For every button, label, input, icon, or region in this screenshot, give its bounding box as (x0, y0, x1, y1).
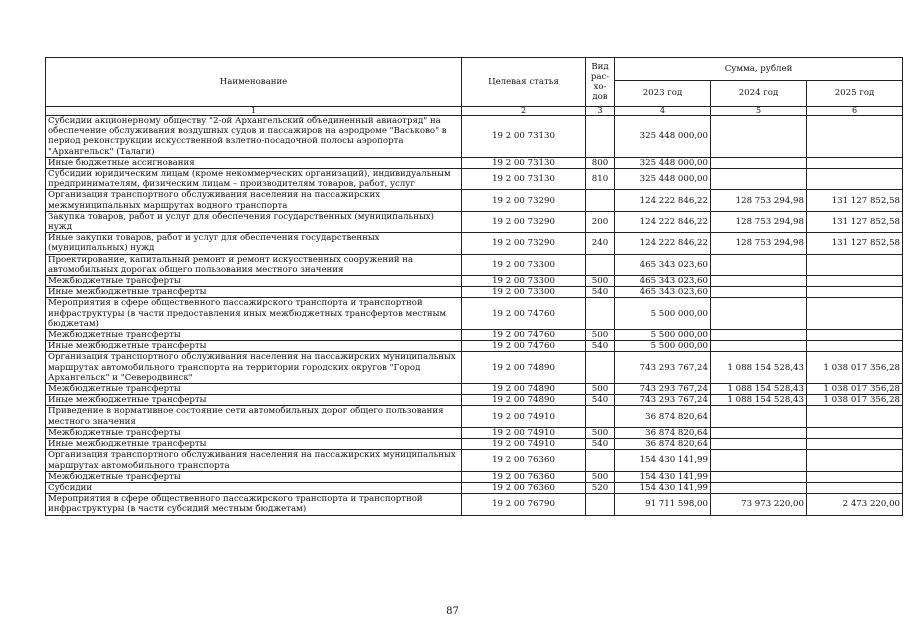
row-target-code: 19 2 00 74760 (462, 330, 586, 341)
table-row (46, 494, 903, 515)
row-sum-2025 (807, 157, 903, 168)
row-target-code: 19 2 00 73290 (462, 233, 586, 254)
row-sum-2025 (807, 427, 903, 438)
table-row (46, 190, 903, 211)
row-sum-2024: 1 088 154 528,43 (711, 395, 807, 406)
row-name: Иные межбюджетные трансферты (46, 287, 462, 298)
row-target-code: 19 2 00 76790 (462, 494, 586, 515)
row-expense-type: 200 (586, 211, 615, 232)
row-sum-2023: 91 711 598,00 (615, 494, 711, 515)
table-row (46, 384, 903, 395)
table-row (46, 352, 903, 384)
row-target-code: 19 2 00 73290 (462, 190, 586, 211)
row-sum-2023: 743 293 767,24 (615, 395, 711, 406)
row-sum-2025 (807, 471, 903, 482)
table-row (46, 276, 903, 287)
row-name: Межбюджетные трансферты (46, 471, 462, 482)
table-row (46, 330, 903, 341)
row-name: Организация транспортного обслуживания населения на пассажирских муниципальных маршрутах автомобильного транспорта на территории городских округов "Город Архангельск" и "Северодвинск" (46, 352, 462, 384)
row-sum-2023: 743 293 767,24 (615, 352, 711, 384)
row-sum-2024 (711, 169, 807, 190)
row-sum-2023: 5 500 000,00 (615, 341, 711, 352)
header-2024: 2024 год (711, 81, 807, 107)
row-target-code: 19 2 00 74760 (462, 341, 586, 352)
column-index: 6 (807, 107, 903, 116)
row-sum-2025: 1 038 017 356,28 (807, 395, 903, 406)
row-sum-2024 (711, 406, 807, 427)
row-expense-type: 540 (586, 341, 615, 352)
row-expense-type (586, 254, 615, 275)
row-target-code: 19 2 00 76360 (462, 471, 586, 482)
row-sum-2025: 131 127 852,58 (807, 190, 903, 211)
row-target-code: 19 2 00 76360 (462, 450, 586, 471)
row-expense-type: 500 (586, 330, 615, 341)
row-sum-2024: 1 088 154 528,43 (711, 352, 807, 384)
column-index: 4 (615, 107, 711, 116)
row-target-code: 19 2 00 74890 (462, 384, 586, 395)
row-sum-2025 (807, 254, 903, 275)
row-sum-2024: 128 753 294,98 (711, 211, 807, 232)
row-sum-2025 (807, 169, 903, 190)
header-sum: Сумма, рублей (615, 58, 903, 81)
row-sum-2023: 154 430 141,99 (615, 471, 711, 482)
row-sum-2023: 36 874 820,64 (615, 406, 711, 427)
row-sum-2023: 325 448 000,00 (615, 157, 711, 168)
table-row (46, 427, 903, 438)
row-sum-2023: 36 874 820,64 (615, 439, 711, 450)
row-expense-type: 500 (586, 427, 615, 438)
table-row (46, 395, 903, 406)
row-expense-type (586, 406, 615, 427)
row-sum-2024 (711, 439, 807, 450)
row-sum-2024: 128 753 294,98 (711, 190, 807, 211)
header-name: Наименование (46, 58, 462, 107)
row-sum-2024: 128 753 294,98 (711, 233, 807, 254)
row-target-code: 19 2 00 73130 (462, 169, 586, 190)
row-sum-2023: 743 293 767,24 (615, 384, 711, 395)
row-expense-type (586, 190, 615, 211)
row-sum-2025 (807, 482, 903, 493)
row-sum-2023: 465 343 023,60 (615, 287, 711, 298)
row-sum-2025 (807, 116, 903, 158)
row-name: Мероприятия в сфере общественного пассажирского транспорта и транспортной инфраструктуры (в части субсидий местным бюджетам) (46, 494, 462, 515)
table-body (46, 116, 903, 516)
row-name: Межбюджетные трансферты (46, 384, 462, 395)
row-target-code: 19 2 00 73130 (462, 116, 586, 158)
row-sum-2023: 36 874 820,64 (615, 427, 711, 438)
column-index: 2 (462, 107, 586, 116)
row-sum-2025: 1 038 017 356,28 (807, 352, 903, 384)
row-target-code: 19 2 00 73300 (462, 276, 586, 287)
table-row (46, 298, 903, 330)
row-expense-type: 540 (586, 439, 615, 450)
document-page (45, 57, 901, 516)
row-sum-2023: 465 343 023,60 (615, 254, 711, 275)
row-sum-2025 (807, 406, 903, 427)
row-sum-2024 (711, 157, 807, 168)
row-target-code: 19 2 00 74760 (462, 298, 586, 330)
row-expense-type: 540 (586, 395, 615, 406)
column-index: 3 (586, 107, 615, 116)
row-target-code: 19 2 00 74910 (462, 406, 586, 427)
row-expense-type: 500 (586, 276, 615, 287)
table-row (46, 439, 903, 450)
row-sum-2025 (807, 450, 903, 471)
table-row (46, 482, 903, 493)
header-2023: 2023 год (615, 81, 711, 107)
row-expense-type: 500 (586, 471, 615, 482)
row-sum-2023: 5 500 000,00 (615, 298, 711, 330)
row-sum-2025: 131 127 852,58 (807, 211, 903, 232)
row-expense-type (586, 298, 615, 330)
table-row (46, 254, 903, 275)
row-name: Межбюджетные трансферты (46, 427, 462, 438)
row-name: Субсидии (46, 482, 462, 493)
row-sum-2023: 124 222 846,22 (615, 190, 711, 211)
row-sum-2024 (711, 427, 807, 438)
row-sum-2024 (711, 330, 807, 341)
row-sum-2025: 2 473 220,00 (807, 494, 903, 515)
header-expense-type: Вид рас- хо- дов (586, 58, 615, 107)
table-row (46, 233, 903, 254)
row-name: Субсидии акционерному обществу "2-ой Архангельский объединенный авиаотряд" на обеспечение обслуживания воздушных судов и пассажиров на аэродроме "Васьково" в период реконструкции искусственной взлетно-посадочной полосы аэропорта "Архангельск" (Талаги) (46, 116, 462, 158)
budget-table (45, 57, 903, 516)
row-sum-2023: 154 430 141,99 (615, 482, 711, 493)
table-row (46, 157, 903, 168)
row-sum-2023: 325 448 000,00 (615, 116, 711, 158)
row-name: Мероприятия в сфере общественного пассажирского транспорта и транспортной инфраструктуры (в части предоставления иных межбюджетных трансфертов местным бюджетам) (46, 298, 462, 330)
row-expense-type: 520 (586, 482, 615, 493)
row-expense-type (586, 352, 615, 384)
row-sum-2024 (711, 471, 807, 482)
row-expense-type (586, 116, 615, 158)
row-expense-type: 240 (586, 233, 615, 254)
row-expense-type: 500 (586, 384, 615, 395)
row-name: Иные межбюджетные трансферты (46, 439, 462, 450)
row-sum-2023: 124 222 846,22 (615, 233, 711, 254)
row-sum-2024 (711, 341, 807, 352)
row-expense-type (586, 450, 615, 471)
header-target: Целевая статья (462, 58, 586, 107)
column-index: 5 (711, 107, 807, 116)
row-sum-2024 (711, 116, 807, 158)
table-row (46, 450, 903, 471)
row-name: Межбюджетные трансферты (46, 276, 462, 287)
row-sum-2024 (711, 298, 807, 330)
row-expense-type: 540 (586, 287, 615, 298)
row-sum-2023: 325 448 000,00 (615, 169, 711, 190)
row-sum-2025: 1 038 017 356,28 (807, 384, 903, 395)
row-sum-2024 (711, 276, 807, 287)
row-sum-2023: 5 500 000,00 (615, 330, 711, 341)
table-row (46, 341, 903, 352)
row-sum-2024: 1 088 154 528,43 (711, 384, 807, 395)
row-name: Приведение в нормативное состояние сети автомобильных дорог общего пользования местного значения (46, 406, 462, 427)
row-sum-2025 (807, 439, 903, 450)
row-sum-2025 (807, 298, 903, 330)
row-target-code: 19 2 00 73300 (462, 254, 586, 275)
row-expense-type: 810 (586, 169, 615, 190)
row-sum-2025 (807, 341, 903, 352)
header-2025: 2025 год (807, 81, 903, 107)
row-sum-2025 (807, 276, 903, 287)
row-target-code: 19 2 00 74890 (462, 395, 586, 406)
row-target-code: 19 2 00 76360 (462, 482, 586, 493)
column-index-row (46, 107, 903, 116)
row-target-code: 19 2 00 73290 (462, 211, 586, 232)
row-sum-2025 (807, 330, 903, 341)
row-sum-2024 (711, 482, 807, 493)
table-row (46, 287, 903, 298)
row-target-code: 19 2 00 73130 (462, 157, 586, 168)
table-row (46, 169, 903, 190)
row-name: Иные бюджетные ассигнования (46, 157, 462, 168)
table-row (46, 406, 903, 427)
row-sum-2024 (711, 287, 807, 298)
row-expense-type: 800 (586, 157, 615, 168)
table-row (46, 211, 903, 232)
row-sum-2025: 131 127 852,58 (807, 233, 903, 254)
table-row (46, 471, 903, 482)
row-name: Проектирование, капитальный ремонт и ремонт искусственных сооружений на автомобильных дорогах общего пользования местного значения (46, 254, 462, 275)
row-name: Закупка товаров, работ и услуг для обеспечения государственных (муниципальных) нужд (46, 211, 462, 232)
row-name: Иные межбюджетные трансферты (46, 395, 462, 406)
row-target-code: 19 2 00 74910 (462, 427, 586, 438)
row-expense-type (586, 494, 615, 515)
column-index: 1 (46, 107, 462, 116)
row-target-code: 19 2 00 73300 (462, 287, 586, 298)
row-name: Организация транспортного обслуживания населения на пассажирских муниципальных маршрутах автомобильного транспорта (46, 450, 462, 471)
row-sum-2024 (711, 254, 807, 275)
row-name: Субсидии юридическим лицам (кроме некоммерческих организаций), индивидуальным предпринимателям, физическим лицам – производителям товаров, работ, услуг (46, 169, 462, 190)
page-number: 87 (446, 606, 459, 617)
row-name: Организация транспортного обслуживания населения на пассажирских межмуниципальных маршрутах водного транспорта (46, 190, 462, 211)
row-sum-2023: 124 222 846,22 (615, 211, 711, 232)
row-sum-2023: 465 343 023,60 (615, 276, 711, 287)
row-sum-2023: 154 430 141,99 (615, 450, 711, 471)
table-row (46, 116, 903, 158)
row-name: Иные закупки товаров, работ и услуг для обеспечения государственных (муниципальных) нужд (46, 233, 462, 254)
row-sum-2024 (711, 450, 807, 471)
row-name: Межбюджетные трансферты (46, 330, 462, 341)
row-sum-2024: 73 973 220,00 (711, 494, 807, 515)
row-name: Иные межбюджетные трансферты (46, 341, 462, 352)
row-sum-2025 (807, 287, 903, 298)
row-target-code: 19 2 00 74890 (462, 352, 586, 384)
row-target-code: 19 2 00 74910 (462, 439, 586, 450)
